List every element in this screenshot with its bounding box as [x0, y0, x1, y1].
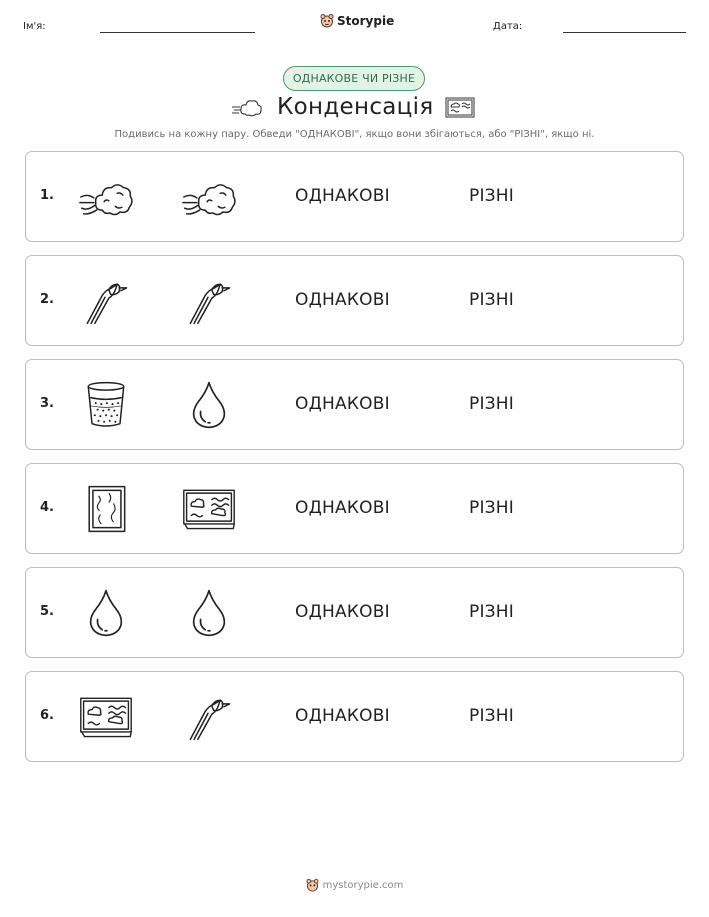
option-different[interactable]: РІЗНІ: [469, 498, 514, 518]
question-row-2: [25, 255, 684, 346]
weather-picture-icon: [444, 96, 476, 120]
water-drop-icon: [181, 379, 237, 431]
storypie-mascot-icon: [306, 878, 319, 892]
row-number: 6.: [40, 708, 54, 723]
option-same[interactable]: ОДНАКОВІ: [295, 498, 390, 518]
storypie-mascot-icon: [320, 13, 334, 28]
water-drop-icon: [78, 587, 134, 639]
name-write-line[interactable]: [100, 32, 255, 33]
option-different[interactable]: РІЗНІ: [469, 186, 514, 206]
weather-picture-icon: [181, 483, 237, 535]
question-row-3: [25, 359, 684, 450]
question-row-1: [25, 151, 684, 242]
activity-badge: ОДНАКОВЕ ЧИ РІЗНЕ: [283, 66, 425, 91]
option-same[interactable]: ОДНАКОВІ: [295, 602, 390, 622]
steam-cloud-icon: [181, 171, 237, 223]
row-number: 5.: [40, 604, 54, 619]
instructions-text: Подивись на кожну пару. Обведи "ОДНАКОВІ", якщо вони збігаються, або "РІЗНІ", якщо ні.: [114, 129, 595, 140]
brand-logo: [320, 13, 394, 28]
question-row-6: [25, 671, 684, 762]
option-same[interactable]: ОДНАКОВІ: [295, 186, 390, 206]
glass-of-water-icon: [78, 379, 134, 431]
row-number: 3.: [40, 396, 54, 411]
question-row-5: [25, 567, 684, 658]
water-drop-icon: [181, 587, 237, 639]
kettle-spout-icon: [78, 275, 134, 327]
brand-name: Storypie: [337, 13, 395, 28]
kettle-spout-icon: [181, 275, 237, 327]
option-same[interactable]: ОДНАКОВІ: [295, 290, 390, 310]
option-different[interactable]: РІЗНІ: [469, 394, 514, 414]
row-number: 2.: [40, 292, 54, 307]
kettle-spout-icon: [181, 691, 237, 743]
question-row-4: [25, 463, 684, 554]
option-different[interactable]: РІЗНІ: [469, 602, 514, 622]
name-label: Ім'я:: [23, 21, 46, 32]
option-same[interactable]: ОДНАКОВІ: [295, 706, 390, 726]
title-row: [0, 94, 709, 124]
steam-cloud-icon: [230, 96, 264, 120]
footer: [0, 878, 709, 892]
option-different[interactable]: РІЗНІ: [469, 706, 514, 726]
footer-site-link[interactable]: mystorypie.com: [322, 879, 404, 891]
steam-cloud-icon: [78, 171, 134, 223]
row-number: 4.: [40, 500, 54, 515]
row-number: 1.: [40, 188, 54, 203]
foggy-window-icon: [78, 483, 134, 535]
date-write-line[interactable]: [563, 32, 686, 33]
page-title: Конденсація: [277, 94, 434, 120]
option-different[interactable]: РІЗНІ: [469, 290, 514, 310]
option-same[interactable]: ОДНАКОВІ: [295, 394, 390, 414]
date-label: Дата:: [493, 21, 523, 32]
weather-picture-icon: [78, 691, 134, 743]
